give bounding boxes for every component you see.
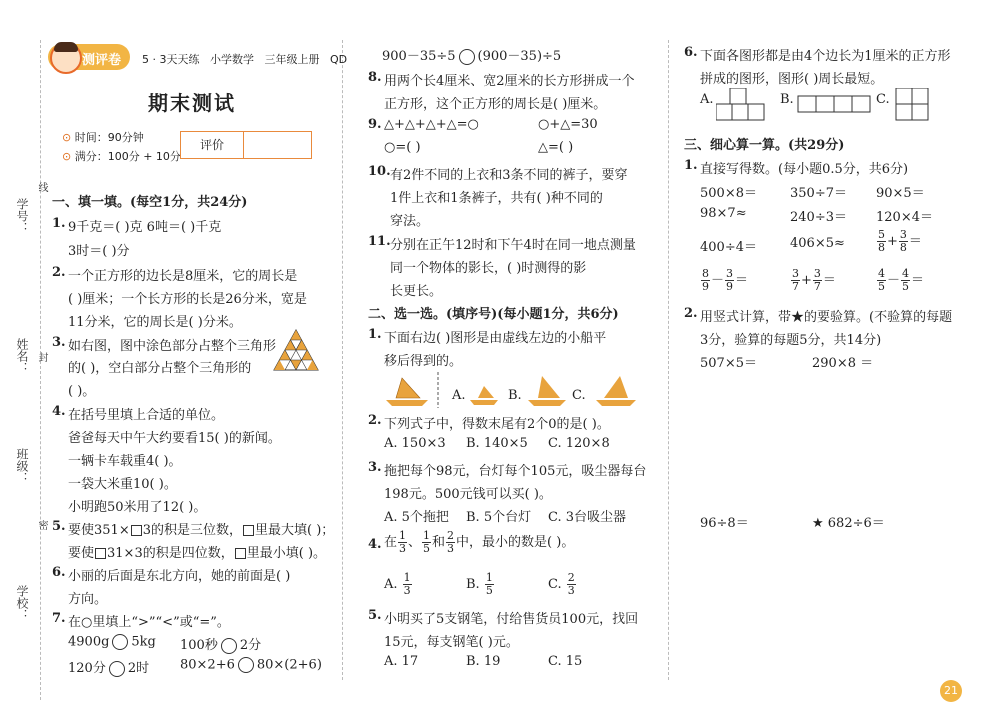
q-num: 2.	[52, 265, 66, 280]
page-number: 21	[940, 680, 962, 702]
s2q3-line2: 198元。500元钱可以买( )。	[384, 487, 552, 502]
header-info: 5 · 3天天练 小学数学 三年级上册 QD	[142, 53, 348, 66]
q7-row3: 900－35÷5 (900－35)÷5	[382, 49, 562, 64]
q9-eq1: △+△+△+△=○	[384, 117, 479, 132]
q8-line1: 用两个长4厘米、宽2厘米的长方形拼成一个	[384, 74, 635, 89]
student-id-label: 学号：	[15, 198, 29, 234]
section2-title: 二、选一选。(填序号)(每小题1分，共6分)	[368, 307, 619, 322]
q1-line2: 3时＝( )分	[68, 244, 130, 259]
shaded-triangle-figure	[272, 328, 320, 372]
q10-line1: 有2件不同的上衣和3条不同的裤子，要穿	[390, 168, 628, 183]
q-num: 1.	[52, 216, 66, 231]
clock-icon: ⊙	[62, 131, 72, 144]
q-num: 8.	[368, 70, 382, 85]
q7-row1: 4900g 5kg	[68, 634, 156, 650]
mascot-icon	[50, 42, 82, 74]
q-num: 1.	[368, 327, 382, 342]
s2q6-opt-b: B.	[780, 92, 794, 107]
q1-line1: 9千克＝( )克 6吨＝( )千克	[68, 220, 222, 235]
q11-line1: 分别在正午12时和下午4时在同一地点测量	[390, 238, 636, 253]
q7-line1: 在○里填上“>”“<”或“=”。	[68, 615, 230, 630]
q-num: 2.	[684, 306, 698, 321]
section1-title: 一、填一填。(每空1分，共24分)	[52, 195, 248, 210]
calc-fraction: $\frac{5}{8}$ + $\frac{3}{8}$ ＝	[878, 228, 922, 254]
name-label: 姓名：	[15, 338, 29, 374]
column-divider-2	[668, 40, 669, 680]
q-num: 7.	[52, 611, 66, 626]
q11-line3: 长更长。	[390, 284, 443, 299]
s2q3-line1: 拖把每个98元，台灯每个105元，吸尘器每台	[384, 464, 647, 479]
vertical-calc: 507×5＝	[700, 356, 757, 371]
calc: 500×8＝	[700, 186, 757, 201]
s2q2-opt-c: C. 120×8	[548, 436, 610, 451]
vertical-calc: ★ 682÷6＝	[812, 516, 885, 531]
calc: 120×4＝	[876, 210, 933, 225]
s2q5-line1: 小明买了5支钢笔，付给售货员100元，找回	[384, 612, 639, 627]
q4-line5: 小明跑50米用了12( )。	[68, 500, 207, 515]
q5-line2: 要使 31×3的积是四位数， 里最小填( )。	[68, 546, 327, 561]
dense-mark: 密	[36, 520, 47, 530]
q2-line3: 11分米，它的周长是( )分米。	[68, 315, 242, 330]
s2q1-line2: 移后得到的。	[384, 354, 463, 369]
q3-line3: ( )。	[68, 384, 96, 399]
q4-line3: 一辆卡车载重4( )。	[68, 454, 182, 469]
calc: 98×7≈	[700, 206, 747, 221]
q-num: 6.	[684, 45, 698, 60]
q-num: 9.	[368, 117, 382, 132]
s2q6-opt-a: A.	[700, 92, 714, 107]
calc: 240÷3＝	[790, 210, 847, 225]
q11-line2: 同一个物体的影长，( )时测得的影	[390, 261, 587, 276]
s2q4-opt-b: B. $\frac{1}{5}$	[466, 571, 493, 597]
q-num: 6.	[52, 565, 66, 580]
test-badge: 测评卷	[48, 44, 130, 70]
square-shapes-figure	[716, 88, 956, 124]
seal-mark: 封	[36, 352, 47, 362]
s2q1-opt-b: B.	[508, 388, 522, 403]
s2q2-opt-b: B. 140×5	[466, 436, 528, 451]
calc-fraction: $\frac{3}{7}$ + $\frac{3}{7}$ ＝	[792, 267, 836, 293]
s2q4-opt-a: A. $\frac{1}{3}$	[384, 571, 411, 597]
calc: 90×5＝	[876, 186, 925, 201]
q8-line2: 正方形，这个正方形的周长是( )厘米。	[384, 97, 607, 112]
q6-line2: 方向。	[68, 592, 108, 607]
s2q5-opt-c: C. 15	[548, 654, 583, 669]
line-mark: 线	[36, 182, 47, 192]
calc-fraction: $\frac{4}{5}$ － $\frac{4}{5}$ ＝	[878, 267, 925, 293]
q-num: 4.	[368, 537, 382, 552]
calc: 406×5≈	[790, 236, 845, 251]
q3-line1: 如右图，图中涂色部分占整个三角形	[68, 339, 277, 354]
calc: 400÷4＝	[700, 240, 757, 255]
s3q2-line1: 用竖式计算，带★的要验算。(不验算的每题	[700, 310, 953, 325]
q9-ans1: ○=( )	[384, 140, 421, 155]
q-num: 5.	[52, 519, 66, 534]
q10-line2: 1件上衣和1条裤子，共有( )种不同的	[390, 191, 603, 206]
section3-title: 三、细心算一算。(共29分)	[684, 138, 845, 153]
school-label: 学校：	[15, 585, 29, 621]
q6-line1: 小丽的后面是东北方向，她的前面是( )	[68, 569, 291, 584]
binding-line	[40, 40, 41, 700]
s2q4-opt-c: C. $\frac{2}{3}$	[548, 571, 575, 597]
q2-line1: 一个正方形的边长是8厘米，它的周长是	[68, 269, 298, 284]
q-num: 4.	[52, 404, 66, 419]
q-num: 3.	[368, 460, 382, 475]
s2q5-line2: 15元，每支钢笔( )元。	[384, 635, 519, 650]
q-num: 11.	[368, 234, 391, 249]
q4-line2: 爸爸每天中午大约要看15( )的新闻。	[68, 431, 281, 446]
time-info: ⊙ 时间：90分钟	[62, 131, 144, 144]
check-icon: ⊙	[62, 150, 72, 163]
q-num: 3.	[52, 335, 66, 350]
s2q1-opt-c: C.	[572, 388, 586, 403]
q7-row2b: 80×2+6 80×(2+6)	[180, 657, 322, 673]
column-divider-1	[342, 40, 343, 680]
q7-row1b: 100秒 2分	[180, 638, 262, 653]
class-label: 班级：	[15, 448, 29, 484]
q9-ans2: △=( )	[538, 140, 574, 155]
q-num: 1.	[684, 158, 698, 173]
s2q5-opt-a: A. 17	[384, 654, 419, 669]
q7-row2: 120分 2时	[68, 661, 150, 676]
s2q6-opt-c: C.	[876, 92, 890, 107]
score-info: ⊙ 满分：100分 + 10分	[62, 150, 181, 163]
evaluation-box: 评价	[180, 131, 312, 159]
q4-line1: 在括号里填上合适的单位。	[68, 408, 225, 423]
calc: 350÷7＝	[790, 186, 847, 201]
page-title: 期末测试	[148, 91, 236, 115]
q4-line4: 一袋大米重10( )。	[68, 477, 177, 492]
s2q6-line2: 拼成的图形，图形( )周长最短。	[700, 72, 884, 87]
q3-line2: 的( )，空白部分占整个三角形的	[68, 361, 252, 376]
s2q2-line1: 下列式子中，得数末尾有2个0的是( )。	[384, 417, 610, 432]
s2q4-line1: 在 $\frac{1}{3}$ 、 $\frac{1}{5}$ 和 $\frac{2}{3}$ 中，最小的数是( )。	[384, 529, 575, 555]
s2q3-opt-b: B. 5个台灯	[466, 510, 532, 525]
q-num: 5.	[368, 608, 382, 623]
q-num: 2.	[368, 413, 382, 428]
s2q3-opt-a: A. 5个拖把	[384, 510, 449, 525]
s3q1-title: 直接写得数。(每小题0.5分，共6分)	[700, 162, 909, 177]
vertical-calc: 290×8 ＝	[812, 356, 874, 371]
q2-line2: ( )厘米；一个长方形的长是26分米，宽是	[68, 292, 307, 307]
s2q6-line1: 下面各图形都是由4个边长为1厘米的正方形	[700, 49, 951, 64]
q-num: 10.	[368, 164, 391, 179]
s2q1-line1: 下面右边( )图形是由虚线左边的小船平	[384, 331, 607, 346]
s2q1-opt-a: A.	[452, 388, 466, 403]
s2q3-opt-c: C. 3台吸尘器	[548, 510, 627, 525]
s3q2-line2: 3分，验算的每题5分，共14分)	[700, 333, 882, 348]
q5-line1: 要使351× 3的积是三位数， 里最大填( )；	[68, 523, 335, 538]
q9-eq2: ○+△=30	[538, 117, 598, 132]
calc-fraction: $\frac{8}{9}$ － $\frac{3}{9}$ ＝	[702, 267, 749, 293]
s2q2-opt-a: A. 150×3	[384, 436, 446, 451]
vertical-calc: 96÷8＝	[700, 516, 749, 531]
q10-line3: 穿法。	[390, 214, 430, 229]
sailboat-figures	[382, 372, 662, 408]
s2q5-opt-b: B. 19	[466, 654, 501, 669]
